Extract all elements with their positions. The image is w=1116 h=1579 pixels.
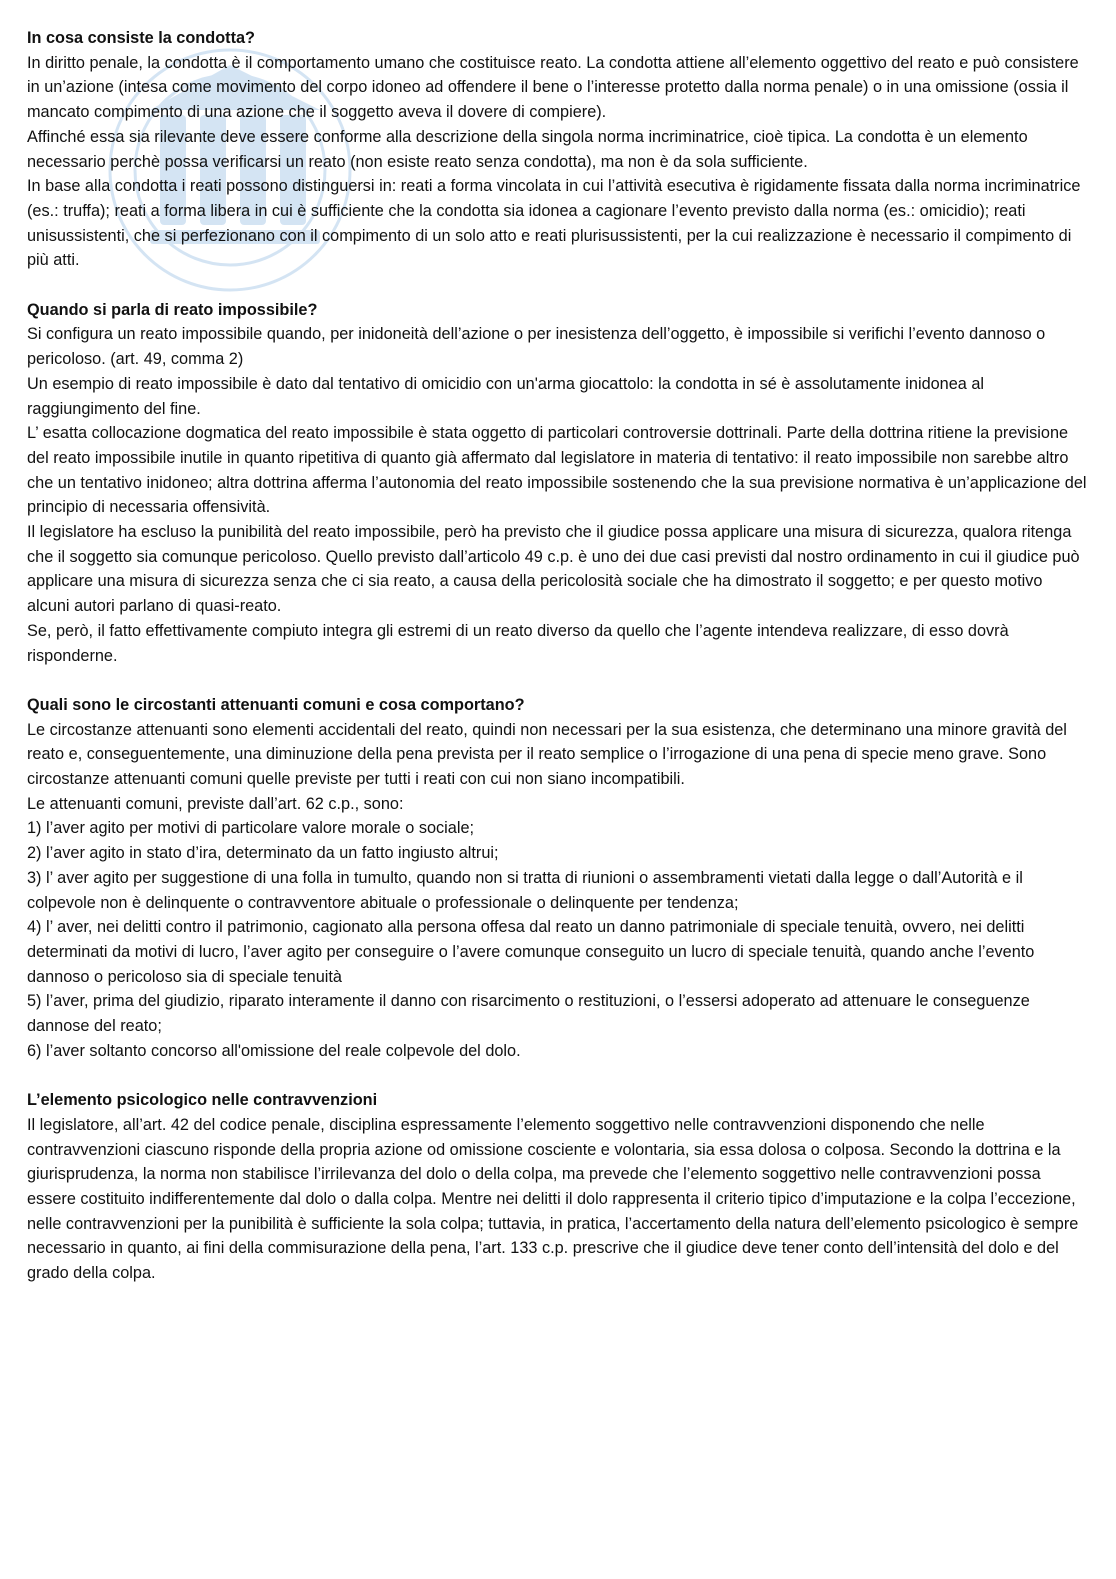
list-item: 3) l’ aver agito per suggestione di una folla in tumulto, quando non si tratta di riunioni o assembramenti vietati dalla legge o dall’Autorità e il colpevole non è delinquente o contravventore abituale o professionale o delinquente per tendenza;	[27, 868, 1023, 912]
section-attenuanti-comuni	[27, 693, 1089, 1064]
paragraph: Il legislatore, all’art. 42 del codice penale, disciplina espressamente l’elemento soggettivo nelle contravvenzioni disponendo che nelle contravvenzioni ciascuno risponde della propria azione od omissione cosciente e volontaria, sia essa dolosa o colposa. Secondo la dottrina e la giurisprudenza, la norma non stabilisce l’irrilevanza del dolo o della colpa, ma prevede che l’elemento soggettivo nelle contravvenzioni possa essere costituito indifferentemente dal dolo o dalla colpa. Mentre nei delitti il dolo rappresenta il criterio tipico d’imputazione e la colpa l’eccezione, nelle contravvenzioni per la punibilità è sufficiente la sola colpa; tuttavia, in pratica, l’accertamento della natura dell’elemento psicologico è sempre necessario in quanto, ai fini della commisurazione della pena, l’art. 133 c.p. prescrive che il giudice deve tener conto dell’intensità del dolo e del grado della colpa.	[27, 1115, 1079, 1283]
paragraph: Il legislatore ha escluso la punibilità del reato impossibile, però ha previsto che il giudice possa applicare una misura di sicurezza, qualora ritenga che il soggetto sia comunque pericoloso. Quello previsto dall’articolo 49 c.p. è uno dei due casi previsti dal nostro ordinamento in cui il giudice può applicare una misura di sicurezza senza che ci sia reato, a causa della pericolosità sociale che ha dimostrato il soggetto; e per questo motivo alcuni autori parlano di quasi-reato.	[27, 523, 1080, 616]
section-elemento-psicologico	[27, 1088, 1089, 1286]
section-reato-impossibile	[27, 298, 1089, 669]
paragraph: In diritto penale, la condotta è il comportamento umano che costituisce reato. La condotta attiene all’elemento oggettivo del reato e può consistere in un’azione (intesa come movimento del corpo idoneo ad offendere il bene o l’interesse protetto dalla norma penale) o in una omissione (ossia il mancato compimento di una azione che il soggetto aveva il dovere di compiere).	[27, 53, 1079, 122]
paragraph: Le attenuanti comuni, previste dall’art. 62 c.p., sono:	[27, 794, 404, 813]
paragraph: Se, però, il fatto effettivamente compiuto integra gli estremi di un reato diverso da quello che l’agente intendeva realizzare, di esso dovrà risponderne.	[27, 621, 1009, 665]
paragraph: Si configura un reato impossibile quando, per inidoneità dell’azione o per inesistenza dell’oggetto, è impossibile si verifichi l’evento dannoso o pericoloso. (art. 49, comma 2)	[27, 325, 1046, 369]
paragraph: L’ esatta collocazione dogmatica del reato impossibile è stata oggetto di particolari controversie dottrinali. Parte della dottrina ritiene la previsione del reato impossibile inutile in quanto ripetitiva di quanto già affermato dal legislatore in materia di tentativo: il reato impossibile non sarebbe altro che un tentativo inidoneo; altra dottrina afferma l’autonomia del reato impossibile sostenendo che la sua previsione normativa è un’applicazione del principio di necessaria offensività.	[27, 424, 1087, 517]
list-item: 1) l’aver agito per motivi di particolare valore morale o sociale;	[27, 819, 475, 838]
section-heading: Quali sono le circostanti attenuanti comuni e cosa comportano?	[27, 695, 525, 714]
list-item: 2) l’aver agito in stato d’ira, determinato da un fatto ingiusto altrui;	[27, 844, 499, 863]
paragraph: Un esempio di reato impossibile è dato dal tentativo di omicidio con un'arma giocattolo: la condotta in sé è assolutamente inidonea al raggiungimento del fine.	[27, 374, 985, 418]
section-heading: Quando si parla di reato impossibile?	[27, 300, 318, 319]
paragraph: Affinché essa sia rilevante deve essere conforme alla descrizione della singola norma incriminatrice, cioè tipica. La condotta è un elemento necessario perchè possa verificarsi un reato (non esiste reato senza condotta), ma non è da sola sufficiente.	[27, 127, 1028, 171]
section-condotta	[27, 26, 1089, 273]
list-item: 4) l’ aver, nei delitti contro il patrimonio, cagionato alla persona offesa dal reato un danno patrimoniale di speciale tenuità, ovvero, nei delitti determinati da motivi di lucro, l’aver agito per conseguire o l’avere comunque conseguito un lucro di speciale tenuità, quando anche l’evento dannoso o pericoloso sia di speciale tenuità	[27, 918, 1035, 986]
document-content	[27, 26, 1089, 1311]
list-item: 6) l’aver soltanto concorso all'omissione del reale colpevole del dolo.	[27, 1041, 521, 1060]
paragraph: In base alla condotta i reati possono distinguersi in: reati a forma vincolata in cui l’attività esecutiva è rigidamente fissata dalla norma incriminatrice (es.: truffa); reati a forma libera in cui è sufficiente che la condotta sia idonea a cagionare l’evento previsto dalla norma (es.: omicidio); reati unisussistenti, che si perfezionano con il compimento di un solo atto e reati plurisussistenti, per la cui realizzazione è necessario il compimento di più atti.	[27, 177, 1081, 270]
section-heading: In cosa consiste la condotta?	[27, 29, 255, 47]
paragraph: Le circostanze attenuanti sono elementi accidentali del reato, quindi non necessari per la sua esistenza, che determinano una minore gravità del reato e, conseguentemente, una diminuzione della pena prevista per il reato semplice o l’irrogazione di una pena di specie meno grave. Sono circostanze attenuanti comuni quelle previste per tutti i reati con cui non siano incompatibili.	[27, 720, 1067, 789]
list-item: 5) l’aver, prima del giudizio, riparato interamente il danno con risarcimento o restituzioni, o l’essersi adoperato ad attenuare le conseguenze dannose del reato;	[27, 992, 1030, 1036]
section-heading: L’elemento psicologico nelle contravvenzioni	[27, 1091, 378, 1110]
